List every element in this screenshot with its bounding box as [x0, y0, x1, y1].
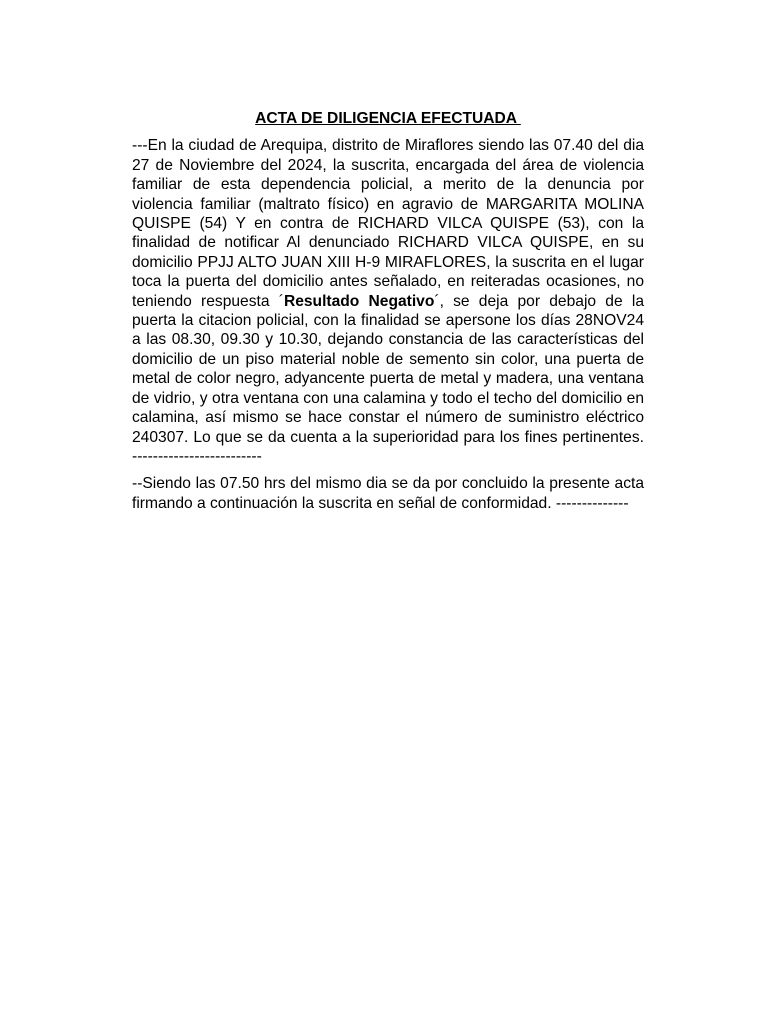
paragraph-1-text-start: ---En la ciudad de Arequipa, distrito de Miraflores siendo las 07.40 del dia 27 de Noviembre del 2024, la suscrita, encargada del área de violencia familiar de esta dependencia policial, a merito de la denuncia por violencia familiar (maltrato físico) en agravio de MARGARITA MOLINA QUISPE (54) Y en contra de RICHARD VILCA QUISPE (53), con la finalidad de notificar Al denunciado RICHARD VILCA QUISPE, en su domicilio PPJJ ALTO JUAN XIII H-9 MIRAFLORES, la suscrita en el lugar toca la puerta del domicilio antes señalado, en reiteradas ocasiones, no teniendo respuesta ´: [132, 137, 644, 310]
body-paragraph-1: [132, 136, 644, 466]
result-negative-bold: Resultado Negativo: [283, 292, 435, 310]
document-page: [132, 109, 644, 521]
paragraph-1-text-end: ´, se deja por debajo de la puerta la citacion policial, con la finalidad se apersone los días 28NOV24 a las 08.30, 09.30 y 10.30, dejando constancia de las características del domicilio de un piso material noble de semento sin color, una puerta de metal de color negro, adyancente puerta de metal y madera, una ventana de vidrio, y otra ventana con una calamina y todo el techo del domicilio en calamina, así mismo se hace constar el número de suministro eléctrico 240307. Lo que se da cuenta a la superioridad para los fines pertinentes. -------------------------: [132, 292, 644, 465]
document-title: ACTA DE DILIGENCIA EFECTUADA: [255, 110, 521, 127]
body-paragraph-2: --Siendo las 07.50 hrs del mismo dia se da por concluido la presente acta firmando a continuación la suscrita en señal de conformidad. --------------: [132, 475, 644, 512]
